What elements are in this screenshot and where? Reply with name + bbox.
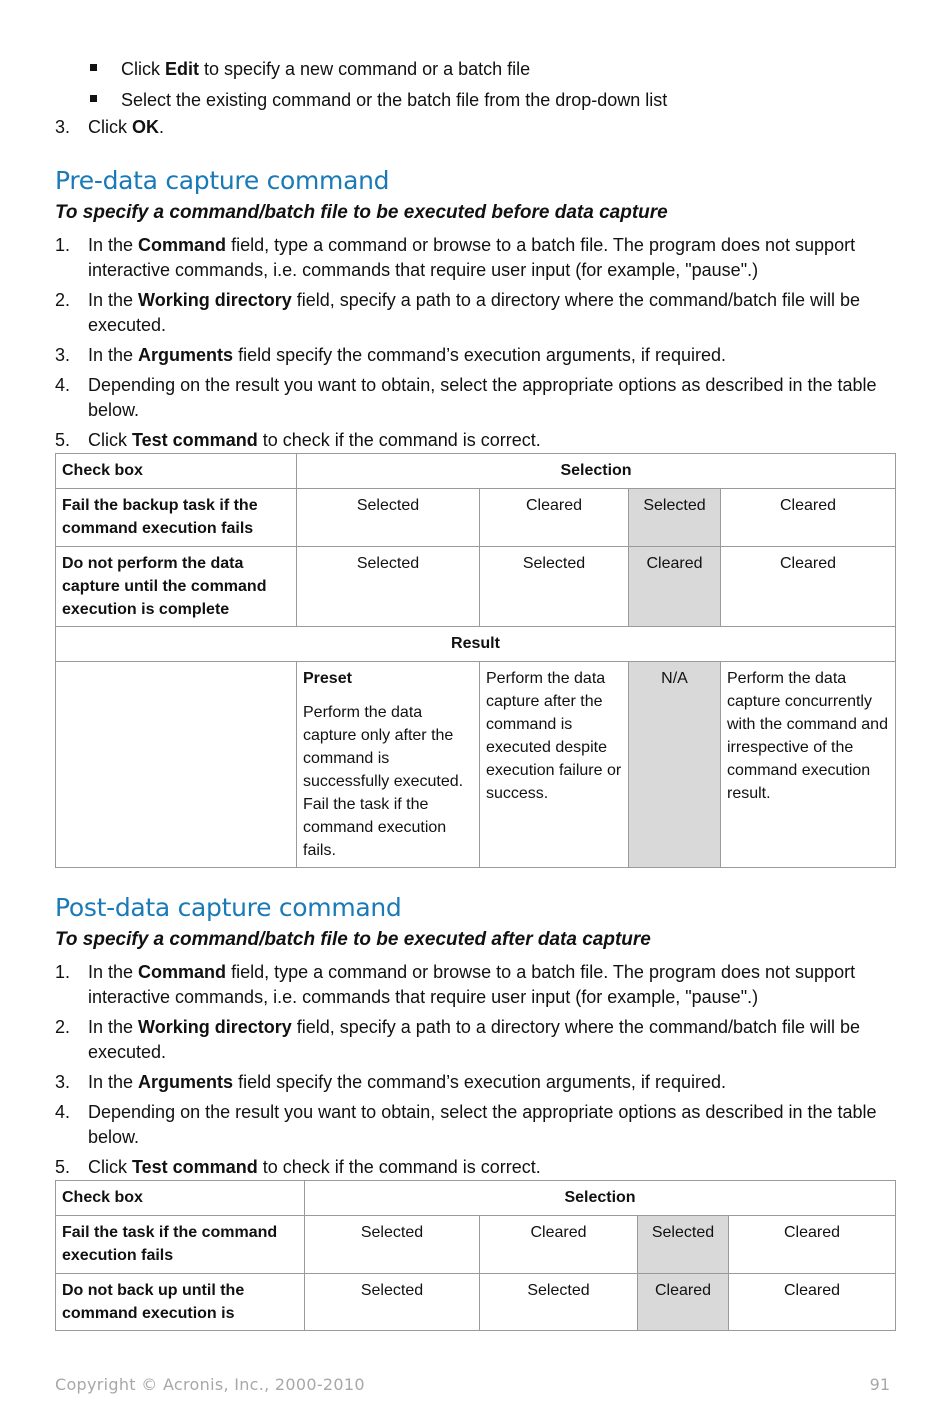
table-header-row [56, 1181, 896, 1216]
result-text: Perform the data capture only after the command is successfully executed. Fail the task if the command execution fails. [303, 704, 464, 859]
step-number: 5. [55, 430, 71, 450]
text-run: Click [88, 117, 132, 137]
selection-cell: Selected [297, 547, 480, 627]
result-cell: N/A [629, 662, 721, 868]
procedure-heading: To specify a command/batch file to be executed before data capture [55, 202, 668, 223]
selection-cell: Selected [305, 1216, 480, 1274]
bullet-square-icon [90, 95, 97, 102]
text-run: to check if the command is correct. [257, 1157, 541, 1177]
step-item [55, 1100, 895, 1150]
step-number: 3. [55, 1072, 71, 1092]
bold-term: Command [138, 962, 227, 982]
bold-term: Edit [165, 59, 199, 79]
step-number: 1. [55, 962, 71, 982]
text-run: Depending on the result you want to obtain, select the appropriate options as described in the table below. [88, 375, 877, 420]
bold-term: Test command [132, 430, 258, 450]
step-item [55, 1155, 895, 1180]
step-item [55, 288, 895, 338]
procedure-steps [55, 233, 895, 458]
option-label: Do not perform the data capture until the command execution is complete [56, 547, 297, 627]
text-run: field, type a command or browse to a batch file. The program does not support interactive commands, i.e. commands that require user input (for example, "pause".) [88, 235, 856, 280]
step-item [55, 343, 895, 368]
text-run: In the [88, 290, 139, 310]
table-row [56, 1274, 896, 1331]
result-cell [297, 662, 480, 868]
footer-copyright: Copyright © Acronis, Inc., 2000-2010 [55, 1375, 365, 1394]
text-run: Click [121, 59, 165, 79]
text-run: In the [88, 962, 139, 982]
step-number: 3. [55, 345, 71, 365]
step-number: 5. [55, 1157, 71, 1177]
text-run: . [159, 117, 165, 137]
result-cell: Perform the data capture concurrently with the command and irrespective of the command execution result. [721, 662, 896, 868]
text-run: to specify a new command or a batch file [199, 59, 531, 79]
step-number: 2. [55, 1017, 71, 1037]
step-number: 2. [55, 290, 71, 310]
text-run: field, type a command or browse to a batch file. The program does not support interactive commands, i.e. commands that require user input (for example, "pause".) [88, 962, 856, 1007]
page-number: 91 [869, 1375, 890, 1394]
header-result: Result [56, 627, 896, 662]
bold-term: OK [132, 117, 159, 137]
selection-cell: Selected [480, 547, 629, 627]
step-item [55, 233, 895, 283]
bold-term: Arguments [138, 1072, 234, 1092]
selection-cell: Cleared [729, 1216, 896, 1274]
selection-cell: Cleared [480, 489, 629, 547]
step-number: 3. [55, 117, 71, 137]
bullet-square-icon [90, 64, 97, 71]
selection-cell: Cleared [721, 547, 896, 627]
result-header-row [56, 627, 896, 662]
preset-label: Preset [303, 670, 352, 687]
selection-cell: Cleared [638, 1274, 729, 1331]
selection-cell: Selected [305, 1274, 480, 1331]
text-run: In the [88, 235, 139, 255]
result-row [56, 662, 896, 868]
selection-cell: Cleared [629, 547, 721, 627]
bold-term: Working directory [138, 290, 292, 310]
selection-cell: Cleared [729, 1274, 896, 1331]
result-cell: Perform the data capture after the command is executed despite execution failure or success. [480, 662, 629, 868]
step-number: 4. [55, 1102, 71, 1122]
intro-step-3 [55, 113, 164, 141]
step-item [55, 960, 895, 1010]
text-run: In the [88, 345, 139, 365]
empty-cell [56, 662, 297, 868]
bullet-item [88, 54, 667, 85]
header-check-box: Check box [56, 454, 297, 489]
procedure-heading: To specify a command/batch file to be executed after data capture [55, 929, 651, 950]
text-run: to check if the command is correct. [257, 430, 541, 450]
table-row [56, 489, 896, 547]
selection-cell: Cleared [721, 489, 896, 547]
section-title-pre-data: Pre-data capture command [55, 166, 390, 195]
options-table-pre-data [55, 453, 896, 868]
bold-term: Command [138, 235, 227, 255]
selection-cell: Selected [297, 489, 480, 547]
text-run: field specify the command’s execution arguments, if required. [233, 1072, 726, 1092]
step-item [55, 373, 895, 423]
procedure-steps [55, 960, 895, 1185]
section-title-post-data: Post-data capture command [55, 893, 402, 922]
step-number: 1. [55, 235, 71, 255]
step-item [55, 428, 895, 453]
step-item [55, 1015, 895, 1065]
step-item [55, 1070, 895, 1095]
option-label: Fail the backup task if the command execution fails [56, 489, 297, 547]
header-check-box: Check box [56, 1181, 305, 1216]
selection-cell: Cleared [480, 1216, 638, 1274]
text-run: Depending on the result you want to obtain, select the appropriate options as described in the table below. [88, 1102, 877, 1147]
option-label: Fail the task if the command execution fails [56, 1216, 305, 1274]
header-selection: Selection [297, 454, 896, 489]
table-header-row [56, 454, 896, 489]
text-run: In the [88, 1072, 139, 1092]
options-table-post-data [55, 1180, 896, 1331]
header-selection: Selection [305, 1181, 896, 1216]
selection-cell: Selected [638, 1216, 729, 1274]
selection-cell: Selected [480, 1274, 638, 1331]
bullet-item [88, 85, 667, 116]
step-number: 4. [55, 375, 71, 395]
intro-bullet-list [88, 54, 667, 116]
text-run: Select the existing command or the batch file from the drop-down list [121, 90, 668, 110]
text-run: Click [88, 430, 132, 450]
text-run: In the [88, 1017, 139, 1037]
selection-cell: Selected [629, 489, 721, 547]
table-row [56, 1216, 896, 1274]
bold-term: Test command [132, 1157, 258, 1177]
bold-term: Arguments [138, 345, 234, 365]
text-run: field specify the command’s execution arguments, if required. [233, 345, 726, 365]
bold-term: Working directory [138, 1017, 292, 1037]
table-row [56, 547, 896, 627]
text-run: Click [88, 1157, 132, 1177]
text-run: field, specify a path to a directory where the command/batch file will be executed. [88, 290, 861, 335]
text-run: field, specify a path to a directory where the command/batch file will be executed. [88, 1017, 861, 1062]
option-label: Do not back up until the command execution is [56, 1274, 305, 1331]
